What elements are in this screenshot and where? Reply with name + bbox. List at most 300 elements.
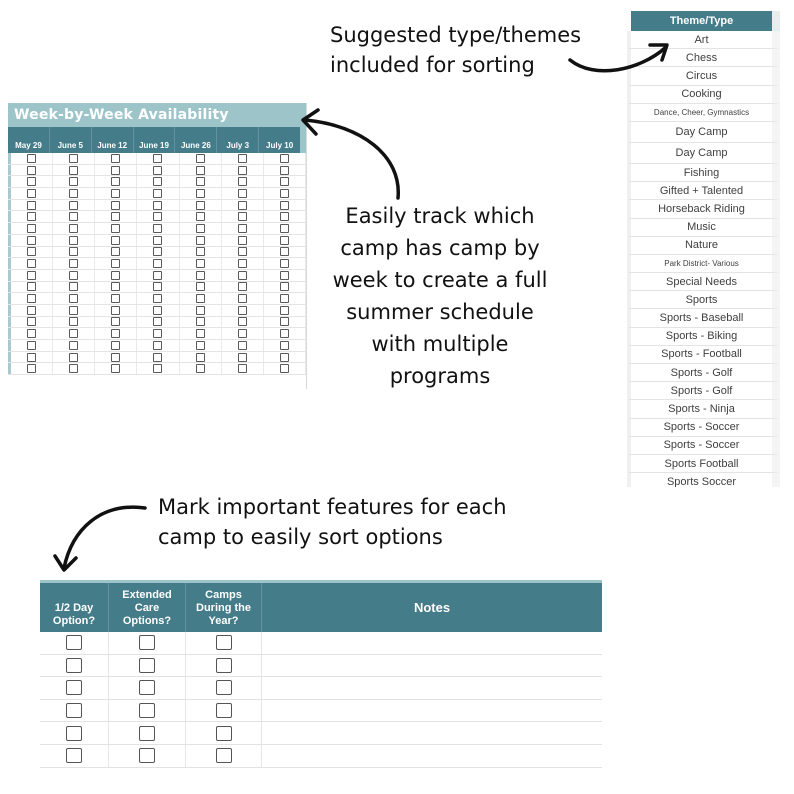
- week-checkbox[interactable]: [111, 317, 120, 326]
- week-checkbox[interactable]: [196, 306, 205, 315]
- week-checkbox[interactable]: [27, 224, 36, 233]
- week-checkbox[interactable]: [196, 317, 205, 326]
- feature-checkbox[interactable]: [216, 726, 232, 741]
- features-table-body: [40, 632, 602, 768]
- week-cell: [264, 328, 306, 339]
- week-checkbox[interactable]: [280, 201, 289, 210]
- theme-list-item: Day Camp: [627, 122, 780, 143]
- week-cell: [53, 247, 95, 258]
- week-table-title: Week-by-Week Availability: [8, 103, 306, 127]
- week-cell: [95, 328, 137, 339]
- week-cell: [222, 328, 264, 339]
- week-checkbox[interactable]: [69, 154, 78, 163]
- week-checkbox[interactable]: [280, 341, 289, 350]
- week-row: [8, 270, 306, 282]
- week-checkbox[interactable]: [238, 329, 247, 338]
- notes-cell[interactable]: [262, 722, 602, 744]
- week-checkbox[interactable]: [27, 166, 36, 175]
- feature-cell: [109, 677, 186, 699]
- week-checkbox[interactable]: [153, 306, 162, 315]
- week-table-header: [8, 127, 306, 153]
- week-checkbox[interactable]: [238, 341, 247, 350]
- week-cell: [95, 153, 137, 164]
- notes-cell[interactable]: [262, 632, 602, 654]
- week-checkbox[interactable]: [153, 236, 162, 245]
- week-checkbox[interactable]: [153, 271, 162, 280]
- week-row: [8, 223, 306, 235]
- week-checkbox[interactable]: [27, 154, 36, 163]
- week-checkbox[interactable]: [153, 259, 162, 268]
- week-cell: [95, 211, 137, 222]
- week-checkbox[interactable]: [196, 212, 205, 221]
- week-checkbox[interactable]: [111, 329, 120, 338]
- notes-cell[interactable]: [262, 655, 602, 677]
- week-cell: [180, 328, 222, 339]
- week-cell: [222, 317, 264, 328]
- week-checkbox[interactable]: [196, 201, 205, 210]
- week-checkbox[interactable]: [111, 259, 120, 268]
- week-checkbox[interactable]: [280, 259, 289, 268]
- week-cell: [53, 188, 95, 199]
- week-cell: [222, 165, 264, 176]
- feature-cell: [186, 632, 262, 654]
- week-cell: [264, 211, 306, 222]
- week-cell: [222, 200, 264, 211]
- week-checkbox[interactable]: [69, 294, 78, 303]
- week-checkbox[interactable]: [69, 364, 78, 373]
- week-checkbox[interactable]: [196, 329, 205, 338]
- week-cell: [264, 282, 306, 293]
- camp-features-table: [40, 580, 602, 773]
- week-cell: [180, 223, 222, 234]
- week-checkbox[interactable]: [196, 154, 205, 163]
- theme-list-item: Sports Soccer: [627, 473, 780, 487]
- week-checkbox[interactable]: [111, 341, 120, 350]
- week-cell: [95, 223, 137, 234]
- feature-cell: [109, 700, 186, 722]
- week-cell: [137, 247, 179, 258]
- feature-checkbox[interactable]: [139, 703, 155, 718]
- feature-cell: [109, 655, 186, 677]
- theme-list-item: Sports Football: [627, 455, 780, 473]
- feature-cell: [109, 722, 186, 744]
- week-cell: [8, 188, 53, 199]
- week-checkbox[interactable]: [280, 154, 289, 163]
- week-cell: [8, 223, 53, 234]
- week-cell: [137, 200, 179, 211]
- week-cell: [95, 293, 137, 304]
- week-checkbox[interactable]: [280, 282, 289, 291]
- theme-list-item: Park District- Various: [627, 255, 780, 273]
- week-cell: [53, 328, 95, 339]
- week-cell: [95, 305, 137, 316]
- week-cell: [8, 328, 53, 339]
- week-checkbox[interactable]: [27, 247, 36, 256]
- week-checkbox[interactable]: [196, 341, 205, 350]
- arrow-to-features-table-head-icon: [55, 556, 76, 570]
- week-cell: [95, 235, 137, 246]
- theme-list-item: Art: [627, 31, 780, 49]
- week-checkbox[interactable]: [280, 294, 289, 303]
- week-checkbox[interactable]: [27, 341, 36, 350]
- week-checkbox[interactable]: [27, 271, 36, 280]
- week-cell: [8, 352, 53, 363]
- week-cell: [222, 293, 264, 304]
- notes-cell[interactable]: [262, 700, 602, 722]
- week-cell: [264, 305, 306, 316]
- week-checkbox[interactable]: [111, 294, 120, 303]
- week-checkbox[interactable]: [69, 224, 78, 233]
- week-cell: [264, 247, 306, 258]
- week-cell: [8, 165, 53, 176]
- week-checkbox[interactable]: [69, 189, 78, 198]
- week-row: [8, 363, 306, 375]
- week-row: [8, 282, 306, 294]
- week-checkbox[interactable]: [196, 271, 205, 280]
- week-checkbox[interactable]: [153, 247, 162, 256]
- week-cell: [222, 282, 264, 293]
- week-checkbox[interactable]: [196, 177, 205, 186]
- week-checkbox[interactable]: [280, 212, 289, 221]
- week-cell: [8, 211, 53, 222]
- week-checkbox[interactable]: [280, 247, 289, 256]
- week-checkbox[interactable]: [238, 177, 247, 186]
- feature-cell: [40, 632, 109, 654]
- week-cell: [264, 270, 306, 281]
- week-checkbox[interactable]: [111, 353, 120, 362]
- week-cell: [137, 363, 179, 374]
- week-checkbox[interactable]: [27, 353, 36, 362]
- week-cell: [137, 270, 179, 281]
- week-cell: [264, 258, 306, 269]
- week-checkbox[interactable]: [27, 329, 36, 338]
- week-column-header: July 10: [266, 141, 294, 150]
- week-cell: [180, 282, 222, 293]
- header-half-day: 1/2 Day Option?: [40, 583, 109, 632]
- week-cell: [53, 258, 95, 269]
- week-checkbox[interactable]: [196, 353, 205, 362]
- week-checkbox[interactable]: [153, 317, 162, 326]
- theme-list-item: Sports - Baseball: [627, 309, 780, 327]
- week-cell: [222, 340, 264, 351]
- feature-checkbox[interactable]: [66, 703, 82, 718]
- theme-list-item: Horseback Riding: [627, 200, 780, 218]
- week-checkbox[interactable]: [69, 259, 78, 268]
- theme-list-item: Day Camp: [627, 143, 780, 164]
- week-cell: [264, 223, 306, 234]
- feature-checkbox[interactable]: [216, 635, 232, 650]
- week-cell: [264, 235, 306, 246]
- week-checkbox[interactable]: [69, 212, 78, 221]
- week-cell: [95, 188, 137, 199]
- week-checkbox[interactable]: [111, 306, 120, 315]
- feature-checkbox[interactable]: [216, 658, 232, 673]
- week-checkbox[interactable]: [111, 224, 120, 233]
- week-checkbox[interactable]: [69, 282, 78, 291]
- week-cell: [8, 317, 53, 328]
- theme-list-item: Dance, Cheer, Gymnastics: [627, 104, 780, 122]
- week-cell: [180, 247, 222, 258]
- week-availability-table: [8, 103, 307, 389]
- week-checkbox[interactable]: [69, 247, 78, 256]
- week-cell: [95, 258, 137, 269]
- theme-list-item: Nature: [627, 237, 780, 255]
- week-checkbox[interactable]: [111, 166, 120, 175]
- week-cell: [222, 223, 264, 234]
- week-cell: [137, 165, 179, 176]
- week-cell: [137, 258, 179, 269]
- features-row: [40, 655, 602, 678]
- week-cell: [53, 352, 95, 363]
- week-row: [8, 153, 306, 165]
- theme-list-item: Special Needs: [627, 273, 780, 291]
- week-checkbox[interactable]: [153, 166, 162, 175]
- week-checkbox[interactable]: [69, 236, 78, 245]
- week-checkbox[interactable]: [27, 189, 36, 198]
- week-checkbox[interactable]: [238, 189, 247, 198]
- week-checkbox[interactable]: [280, 364, 289, 373]
- feature-cell: [40, 655, 109, 677]
- week-column-header: July 3: [217, 127, 259, 153]
- features-row: [40, 677, 602, 700]
- week-checkbox[interactable]: [111, 212, 120, 221]
- week-column-header: June 26: [175, 127, 217, 153]
- notes-cell[interactable]: [262, 677, 602, 699]
- week-checkbox[interactable]: [238, 271, 247, 280]
- week-checkbox[interactable]: [153, 201, 162, 210]
- week-cell: [137, 235, 179, 246]
- week-checkbox[interactable]: [69, 306, 78, 315]
- week-checkbox[interactable]: [27, 364, 36, 373]
- week-checkbox[interactable]: [238, 154, 247, 163]
- week-cell: [137, 223, 179, 234]
- week-checkbox[interactable]: [27, 317, 36, 326]
- week-checkbox[interactable]: [153, 364, 162, 373]
- feature-checkbox[interactable]: [66, 748, 82, 763]
- week-checkbox[interactable]: [153, 212, 162, 221]
- week-checkbox[interactable]: [238, 212, 247, 221]
- week-checkbox[interactable]: [153, 329, 162, 338]
- week-checkbox[interactable]: [238, 364, 247, 373]
- week-checkbox[interactable]: [69, 353, 78, 362]
- week-checkbox[interactable]: [196, 294, 205, 303]
- week-checkbox[interactable]: [238, 282, 247, 291]
- feature-checkbox[interactable]: [139, 726, 155, 741]
- week-checkbox[interactable]: [153, 294, 162, 303]
- notes-cell[interactable]: [262, 745, 602, 767]
- week-checkbox[interactable]: [196, 247, 205, 256]
- week-cell: [222, 211, 264, 222]
- week-cell: [8, 153, 53, 164]
- theme-list-item: Sports - Football: [627, 346, 780, 364]
- week-checkbox[interactable]: [111, 271, 120, 280]
- week-cell: [264, 153, 306, 164]
- week-row: [8, 317, 306, 329]
- feature-checkbox[interactable]: [66, 680, 82, 695]
- features-row: [40, 722, 602, 745]
- week-checkbox[interactable]: [238, 166, 247, 175]
- week-checkbox[interactable]: [196, 166, 205, 175]
- feature-cell: [186, 700, 262, 722]
- week-cell: [137, 153, 179, 164]
- week-checkbox[interactable]: [280, 353, 289, 362]
- week-cell: [222, 352, 264, 363]
- week-cell: [264, 200, 306, 211]
- week-checkbox[interactable]: [153, 341, 162, 350]
- week-cell: [8, 258, 53, 269]
- week-cell: [264, 352, 306, 363]
- week-checkbox[interactable]: [238, 201, 247, 210]
- week-checkbox[interactable]: [153, 177, 162, 186]
- week-checkbox[interactable]: [238, 294, 247, 303]
- week-checkbox[interactable]: [153, 353, 162, 362]
- week-checkbox[interactable]: [280, 317, 289, 326]
- week-cell: [264, 340, 306, 351]
- arrow-to-week-table-icon: [305, 120, 398, 198]
- week-cell: [264, 317, 306, 328]
- week-checkbox[interactable]: [69, 329, 78, 338]
- week-checkbox[interactable]: [280, 177, 289, 186]
- theme-list-item: Circus: [627, 67, 780, 85]
- week-checkbox[interactable]: [69, 317, 78, 326]
- week-checkbox[interactable]: [111, 177, 120, 186]
- week-checkbox[interactable]: [27, 306, 36, 315]
- week-checkbox[interactable]: [280, 236, 289, 245]
- feature-cell: [40, 700, 109, 722]
- week-checkbox[interactable]: [153, 224, 162, 233]
- week-checkbox[interactable]: [27, 294, 36, 303]
- week-checkbox[interactable]: [69, 271, 78, 280]
- week-cell: [8, 200, 53, 211]
- week-checkbox[interactable]: [196, 364, 205, 373]
- week-checkbox[interactable]: [111, 364, 120, 373]
- week-checkbox[interactable]: [27, 259, 36, 268]
- feature-checkbox[interactable]: [66, 658, 82, 673]
- week-checkbox[interactable]: [111, 247, 120, 256]
- theme-list-item: Music: [627, 219, 780, 237]
- week-cell: [53, 165, 95, 176]
- theme-list-item: Gifted + Talented: [627, 182, 780, 200]
- week-cell: [222, 270, 264, 281]
- week-checkbox[interactable]: [69, 166, 78, 175]
- week-checkbox[interactable]: [280, 271, 289, 280]
- week-cell: [8, 305, 53, 316]
- week-cell: [180, 270, 222, 281]
- week-checkbox[interactable]: [238, 236, 247, 245]
- feature-cell: [186, 677, 262, 699]
- week-cell: [8, 340, 53, 351]
- week-cell: [264, 176, 306, 187]
- week-checkbox[interactable]: [280, 329, 289, 338]
- week-row: [8, 211, 306, 223]
- week-checkbox[interactable]: [280, 306, 289, 315]
- week-checkbox[interactable]: [280, 189, 289, 198]
- week-checkbox[interactable]: [27, 212, 36, 221]
- feature-checkbox[interactable]: [216, 703, 232, 718]
- week-row: [8, 165, 306, 177]
- week-checkbox[interactable]: [111, 236, 120, 245]
- week-cell: [222, 235, 264, 246]
- week-checkbox[interactable]: [238, 224, 247, 233]
- feature-checkbox[interactable]: [66, 635, 82, 650]
- week-checkbox[interactable]: [111, 154, 120, 163]
- theme-list-item: Sports - Golf: [627, 364, 780, 382]
- week-cell: [264, 165, 306, 176]
- week-cell: [180, 235, 222, 246]
- week-checkbox[interactable]: [196, 282, 205, 291]
- week-checkbox[interactable]: [238, 259, 247, 268]
- week-checkbox[interactable]: [280, 224, 289, 233]
- feature-cell: [186, 655, 262, 677]
- week-cell: [53, 200, 95, 211]
- week-checkbox[interactable]: [27, 201, 36, 210]
- week-checkbox[interactable]: [196, 224, 205, 233]
- week-checkbox[interactable]: [27, 236, 36, 245]
- week-row: [8, 200, 306, 212]
- theme-list-item: Sports - Ninja: [627, 400, 780, 418]
- theme-list-item: Cooking: [627, 86, 780, 104]
- features-row: [40, 632, 602, 655]
- week-checkbox[interactable]: [153, 282, 162, 291]
- week-cell: [180, 188, 222, 199]
- week-checkbox[interactable]: [238, 317, 247, 326]
- week-cell: [222, 247, 264, 258]
- week-column-header: May 29: [8, 127, 50, 153]
- week-cell: [53, 176, 95, 187]
- week-checkbox[interactable]: [238, 306, 247, 315]
- arrow-to-features-table-icon: [64, 507, 145, 568]
- week-checkbox[interactable]: [196, 236, 205, 245]
- week-cell: [222, 363, 264, 374]
- week-cell: [180, 176, 222, 187]
- feature-checkbox[interactable]: [139, 748, 155, 763]
- week-cell: [180, 317, 222, 328]
- week-cell: [53, 211, 95, 222]
- week-checkbox[interactable]: [196, 189, 205, 198]
- week-cell: [180, 153, 222, 164]
- feature-checkbox[interactable]: [66, 726, 82, 741]
- week-cell: [137, 328, 179, 339]
- theme-list-item: Fishing: [627, 164, 780, 182]
- week-checkbox[interactable]: [280, 166, 289, 175]
- week-checkbox[interactable]: [238, 247, 247, 256]
- week-checkbox[interactable]: [153, 189, 162, 198]
- week-checkbox[interactable]: [111, 282, 120, 291]
- week-checkbox[interactable]: [111, 189, 120, 198]
- week-checkbox[interactable]: [153, 154, 162, 163]
- week-checkbox[interactable]: [111, 201, 120, 210]
- week-checkbox[interactable]: [238, 353, 247, 362]
- week-column-header: June 19: [134, 127, 176, 153]
- week-cell: [180, 352, 222, 363]
- week-checkbox[interactable]: [69, 341, 78, 350]
- week-checkbox[interactable]: [27, 177, 36, 186]
- theme-list-item: Sports - Soccer: [627, 437, 780, 455]
- week-checkbox[interactable]: [27, 282, 36, 291]
- annotation-themes: Suggested type/themes included for sorting: [330, 23, 582, 77]
- week-row: [8, 352, 306, 364]
- week-checkbox[interactable]: [196, 259, 205, 268]
- feature-checkbox[interactable]: [216, 748, 232, 763]
- feature-checkbox[interactable]: [139, 680, 155, 695]
- feature-checkbox[interactable]: [216, 680, 232, 695]
- week-checkbox[interactable]: [69, 177, 78, 186]
- week-cell: [264, 363, 306, 374]
- feature-checkbox[interactable]: [139, 635, 155, 650]
- week-checkbox[interactable]: [69, 201, 78, 210]
- feature-checkbox[interactable]: [139, 658, 155, 673]
- week-row: [8, 258, 306, 270]
